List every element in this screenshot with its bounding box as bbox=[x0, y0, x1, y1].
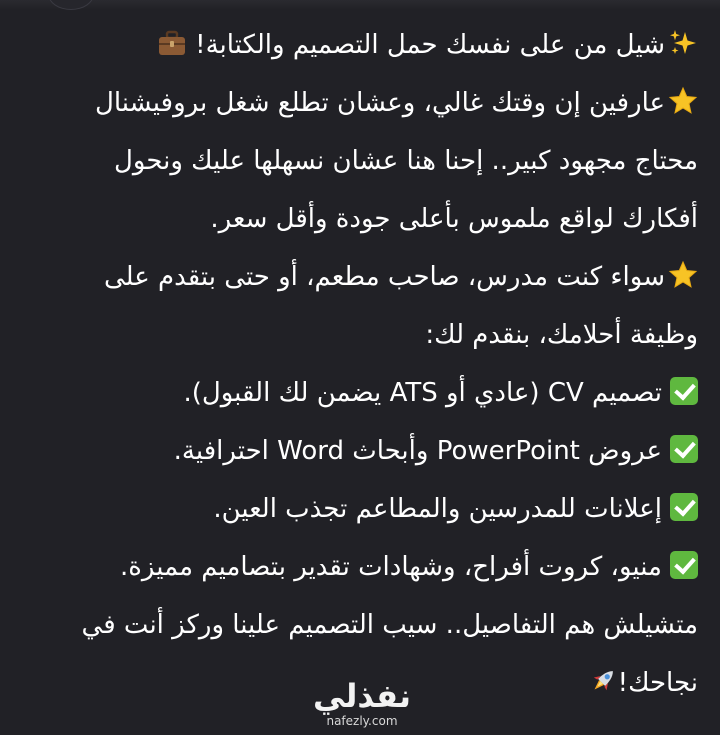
check-mark-icon bbox=[670, 551, 698, 579]
top-shade bbox=[0, 0, 720, 10]
post-line-12-text: نجاحك! bbox=[617, 668, 698, 698]
post-line-9-text: إعلانات للمدرسين والمطاعم تجذب العين. bbox=[213, 494, 662, 524]
post-line-8 bbox=[20, 428, 698, 486]
post-line-1 bbox=[20, 22, 698, 80]
post-line-7-text: تصميم CV (عادي أو ATS يضمن لك القبول). bbox=[183, 378, 662, 408]
post-line-4-text: أفكارك لواقع ملموس بأعلى جودة وأقل سعر. bbox=[210, 204, 698, 234]
post-line-4 bbox=[20, 196, 698, 254]
post-line-1-text: شيل من على نفسك حمل التصميم والكتابة! bbox=[195, 30, 665, 60]
post-line-2 bbox=[20, 80, 698, 138]
watermark-logo: نفذلي bbox=[313, 677, 411, 715]
post-line-6 bbox=[20, 312, 698, 370]
post-line-12 bbox=[20, 660, 698, 718]
post-line-5 bbox=[20, 254, 698, 312]
post-line-10 bbox=[20, 544, 698, 602]
rocket-icon bbox=[588, 665, 618, 695]
post-line-3 bbox=[20, 138, 698, 196]
post-line-10-text: منيو، كروت أفراح، وشهادات تقدير بتصاميم مميزة. bbox=[120, 552, 662, 582]
check-mark-icon bbox=[670, 493, 698, 521]
check-mark-icon bbox=[670, 435, 698, 463]
post-line-3-text: محتاج مجهود كبير.. إحنا هنا عشان نسهلها عليك ونحول bbox=[114, 146, 698, 176]
sparkles-icon bbox=[668, 27, 698, 57]
star-icon bbox=[668, 259, 698, 289]
post-line-5-text: سواء كنت مدرس، صاحب مطعم، أو حتى بتقدم على bbox=[103, 262, 665, 292]
post-line-11-text: متشيلش هم التفاصيل.. سيب التصميم علينا وركز أنت في bbox=[81, 610, 698, 640]
briefcase-icon bbox=[157, 27, 187, 57]
watermark-url: nafezly.com bbox=[326, 714, 398, 728]
post-line-2-text: عارفين إن وقتك غالي، وعشان تطلع شغل بروفيشنال bbox=[94, 88, 665, 118]
post-line-7 bbox=[20, 370, 698, 428]
post-line-9 bbox=[20, 486, 698, 544]
check-mark-icon bbox=[670, 377, 698, 405]
post-body bbox=[20, 22, 698, 718]
post-line-6-text: وظيفة أحلامك، بنقدم لك: bbox=[425, 320, 698, 350]
post-line-11 bbox=[20, 602, 698, 660]
star-icon bbox=[668, 85, 698, 115]
post-line-8-text: عروض PowerPoint وأبحاث Word احترافية. bbox=[173, 436, 662, 466]
